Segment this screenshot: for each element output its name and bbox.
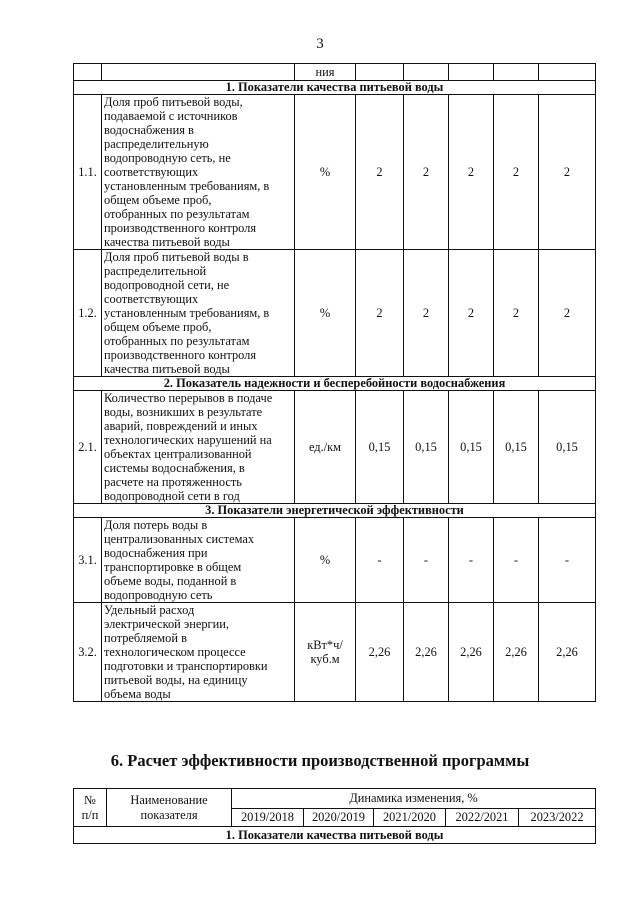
value-cell: 0,15 bbox=[494, 391, 539, 504]
indicator-name-line: питьевой воды, на единицу bbox=[104, 673, 248, 687]
indicator-name-line: производственного контроля bbox=[104, 348, 257, 362]
period-cell: 2021/2020 bbox=[374, 809, 446, 827]
value-cell: 2,26 bbox=[404, 603, 449, 702]
value-cell: 2 bbox=[404, 250, 449, 377]
indicator-name-line: транспортировке в общем bbox=[104, 560, 242, 574]
value-cell: 2 bbox=[494, 250, 539, 377]
indicator-name-line: расчете на протяженность bbox=[104, 475, 242, 489]
indicator-name-line: Доля проб питьевой воды в bbox=[104, 250, 249, 264]
value-cell: 2,26 bbox=[539, 603, 596, 702]
indicator-name bbox=[102, 391, 295, 504]
table2-header-row bbox=[74, 789, 596, 809]
indicator-name-line: общем объеме проб, bbox=[104, 320, 212, 334]
unit-cell: % bbox=[295, 95, 356, 250]
section-heading-1: 1. Показатели качества питьевой воды bbox=[74, 81, 596, 95]
indicator-name-line: Удельный расход bbox=[104, 603, 195, 617]
period-cell: 2023/2022 bbox=[519, 809, 596, 827]
col-name-header: Наименование показателя bbox=[107, 789, 232, 827]
value-cell: 2 bbox=[356, 250, 404, 377]
section-row bbox=[74, 81, 596, 95]
value-cell: - bbox=[404, 518, 449, 603]
indicator-name bbox=[102, 603, 295, 702]
value-cell: 2 bbox=[449, 95, 494, 250]
table-row bbox=[74, 603, 596, 702]
indicator-name-line: системы водоснабжения, в bbox=[104, 461, 245, 475]
indicator-name-line: отобранных по результатам bbox=[104, 334, 250, 348]
value-cell: 0,15 bbox=[539, 391, 596, 504]
value-cell: 0,15 bbox=[356, 391, 404, 504]
indicator-name-line: объема воды bbox=[104, 687, 171, 701]
indicator-name-line: подготовки и транспортировки bbox=[104, 659, 268, 673]
indicator-name-line: водопроводную сеть, не bbox=[104, 151, 231, 165]
value-cell: 2,26 bbox=[356, 603, 404, 702]
efficiency-table bbox=[73, 788, 596, 844]
indicator-name-line: объектах централизованной bbox=[104, 447, 252, 461]
indicator-name-line: водоснабжения при bbox=[104, 546, 208, 560]
unit-cell: % bbox=[295, 518, 356, 603]
section-row bbox=[74, 504, 596, 518]
indicator-name-line: Количество перерывов в подаче bbox=[104, 391, 273, 405]
indicator-name-line: водопроводную сеть bbox=[104, 588, 213, 602]
indicator-name-line: общем объеме проб, bbox=[104, 193, 212, 207]
table-row bbox=[74, 250, 596, 377]
value-cell: 2 bbox=[404, 95, 449, 250]
row-number: 1.2. bbox=[74, 250, 102, 377]
table-row bbox=[74, 518, 596, 603]
value-cell: 0,15 bbox=[404, 391, 449, 504]
col-num-header: № п/п bbox=[74, 789, 107, 827]
indicator-name-line: качества питьевой воды bbox=[104, 362, 230, 376]
unit-cell bbox=[295, 603, 356, 702]
indicator-name-line: аварий, повреждений и иных bbox=[104, 419, 258, 433]
period-cell: 2020/2019 bbox=[304, 809, 374, 827]
period-cell: 2019/2018 bbox=[232, 809, 304, 827]
indicator-name-line: технологическом процессе bbox=[104, 645, 246, 659]
dynamics-header: Динамика изменения, % bbox=[232, 789, 596, 809]
indicator-name bbox=[102, 95, 295, 250]
indicator-name-line: подаваемой с источников bbox=[104, 109, 238, 123]
indicator-name-line: Доля проб питьевой воды, bbox=[104, 95, 243, 109]
unit-cell: % bbox=[295, 250, 356, 377]
value-cell: 2,26 bbox=[449, 603, 494, 702]
value-cell: 2 bbox=[356, 95, 404, 250]
indicator-name-line: потребляемой в bbox=[104, 631, 187, 645]
unit-line: кВт*ч/ bbox=[307, 638, 343, 652]
indicator-name-line: объеме воды, поданной в bbox=[104, 574, 237, 588]
value-cell: 2 bbox=[449, 250, 494, 377]
indicator-name-line: распределительную bbox=[104, 137, 209, 151]
table-header-row bbox=[74, 64, 596, 81]
table2-section-heading-1: 1. Показатели качества питьевой воды bbox=[74, 827, 596, 844]
indicator-name-line: производственного контроля bbox=[104, 221, 257, 235]
value-cell: - bbox=[356, 518, 404, 603]
value-cell: - bbox=[494, 518, 539, 603]
value-cell: 2 bbox=[539, 95, 596, 250]
period-cell: 2022/2021 bbox=[446, 809, 519, 827]
value-cell: - bbox=[449, 518, 494, 603]
section-heading-3: 3. Показатели энергетической эффективности bbox=[74, 504, 596, 518]
indicator-name-line: соответствующих bbox=[104, 292, 199, 306]
indicator-name-line: воды, возникших в результате bbox=[104, 405, 263, 419]
indicator-name-line: соответствующих bbox=[104, 165, 199, 179]
header-fragment: ния bbox=[295, 64, 356, 81]
value-cell: 2 bbox=[539, 250, 596, 377]
table-row bbox=[74, 95, 596, 250]
unit-cell: ед./км bbox=[295, 391, 356, 504]
row-number: 3.2. bbox=[74, 603, 102, 702]
indicator-name-line: отобранных по результатам bbox=[104, 207, 250, 221]
row-number: 3.1. bbox=[74, 518, 102, 603]
indicator-name-line: установленным требованиям, в bbox=[104, 179, 270, 193]
indicator-name-line: водопроводной сети в год bbox=[104, 489, 240, 503]
indicator-name-line: технологических нарушений на bbox=[104, 433, 272, 447]
section-row bbox=[74, 377, 596, 391]
indicator-name-line: водоснабжения в bbox=[104, 123, 194, 137]
page-number: 3 bbox=[316, 36, 324, 52]
value-cell: 2,26 bbox=[494, 603, 539, 702]
section-row bbox=[74, 827, 596, 844]
value-cell: - bbox=[539, 518, 596, 603]
indicator-name-line: электрической энергии, bbox=[104, 617, 229, 631]
indicator-name-line: распределительной bbox=[104, 264, 207, 278]
section-heading-2: 2. Показатель надежности и бесперебойности водоснабжения bbox=[74, 377, 596, 391]
table-row bbox=[74, 391, 596, 504]
unit-line: куб.м bbox=[310, 652, 340, 666]
indicators-table bbox=[73, 63, 596, 702]
value-cell: 0,15 bbox=[449, 391, 494, 504]
indicator-name-line: качества питьевой воды bbox=[104, 235, 230, 249]
indicator-name bbox=[102, 518, 295, 603]
indicator-name bbox=[102, 250, 295, 377]
row-number: 1.1. bbox=[74, 95, 102, 250]
row-number: 2.1. bbox=[74, 391, 102, 504]
indicator-name-line: установленным требованиям, в bbox=[104, 306, 270, 320]
indicator-name-line: Доля потерь воды в bbox=[104, 518, 208, 532]
indicator-name-line: водопроводной сети, не bbox=[104, 278, 230, 292]
section-title: 6. Расчет эффективности производственной программы bbox=[110, 751, 530, 770]
value-cell: 2 bbox=[494, 95, 539, 250]
indicator-name-line: централизованных системах bbox=[104, 532, 255, 546]
